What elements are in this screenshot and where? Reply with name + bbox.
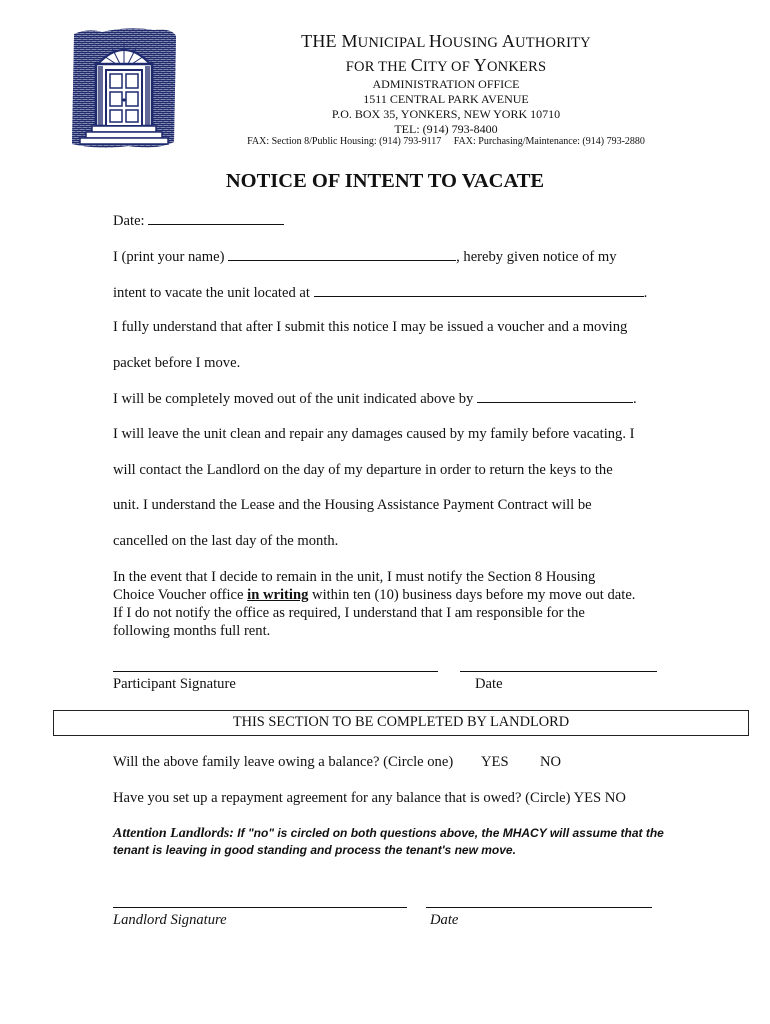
- in-writing-emphasis: in writing: [247, 587, 309, 603]
- unit-suffix: .: [643, 285, 648, 301]
- clean-text-line-2: will contact the Landlord on the day of my departure in order to return the keys to the: [113, 462, 613, 478]
- telephone: TEL: (914) 793-8400: [394, 122, 498, 136]
- office-label: ADMINISTRATION OFFICE: [372, 77, 520, 91]
- print-name-blank[interactable]: [228, 248, 456, 261]
- date-row: [113, 212, 284, 230]
- voucher-text-line-2: packet before I move.: [113, 355, 241, 371]
- form-title: NOTICE OF INTENT TO VACATE: [225, 170, 545, 192]
- participant-signature-label: Participant Signature: [113, 676, 236, 692]
- participant-signature-line[interactable]: [113, 671, 438, 672]
- fax-numbers: FAX: Section 8/Public Housing: (914) 793-9117 FAX: Purchasing/Maintenance: (914) 793-2880: [247, 136, 645, 147]
- landlord-signature-line[interactable]: [113, 907, 407, 908]
- move-out-row: [113, 390, 637, 408]
- name-prefix: I (print your name): [113, 249, 229, 265]
- remain-text-line-2: Choice Voucher office in writing within ten (10) business days before my move out date.: [113, 587, 636, 603]
- clean-text-line-3: unit. I understand the Lease and the Housing Assistance Payment Contract will be: [113, 497, 592, 513]
- attention-landlords-note: [113, 825, 673, 858]
- landlord-date-line[interactable]: [426, 907, 652, 908]
- move-out-prefix: I will be completely moved out of the unit indicated above by: [113, 391, 477, 407]
- attention-text: If "no" is circled on both questions above, the MHACY will assume that the tenant is leaving in good standing and process the tenant's new move.: [113, 826, 664, 857]
- attention-lead: Attention Landlords:: [113, 826, 234, 841]
- unit-address-blank[interactable]: [314, 284, 644, 297]
- unit-prefix: intent to vacate the unit located at: [113, 285, 314, 301]
- repayment-question: Have you set up a repayment agreement for any balance that is owed? (Circle) YES NO: [113, 790, 626, 806]
- landlord-section-header: THIS SECTION TO BE COMPLETED BY LANDLORD: [53, 710, 749, 736]
- participant-date-line[interactable]: [460, 671, 657, 672]
- date-blank[interactable]: [148, 212, 284, 225]
- remain-text-line-3: If I do not notify the office as required, I understand that I am responsible for the: [113, 605, 585, 621]
- org-name-line-1: THE MUNICIPAL HOUSING AUTHORITY: [301, 31, 591, 51]
- street-address: 1511 CENTRAL PARK AVENUE: [363, 92, 529, 106]
- clean-text-line-4: cancelled on the last day of the month.: [113, 533, 339, 549]
- landlord-signature-label: Landlord Signature: [113, 912, 227, 928]
- housing-authority-logo-icon: [68, 26, 180, 152]
- landlord-date-label: Date: [430, 912, 459, 928]
- name-row: [113, 248, 617, 266]
- name-suffix: , hereby given notice of my: [456, 249, 617, 265]
- balance-question: Will the above family leave owing a balance? (Circle one): [113, 754, 454, 770]
- date-label: Date:: [113, 213, 149, 229]
- move-out-date-blank[interactable]: [477, 390, 633, 403]
- participant-date-label: Date: [475, 676, 503, 692]
- balance-no-option[interactable]: NO: [540, 754, 562, 770]
- balance-yes-option[interactable]: YES: [481, 754, 509, 770]
- remain-text-line-1: In the event that I decide to remain in the unit, I must notify the Section 8 Housing: [113, 569, 596, 585]
- unit-row: [113, 284, 647, 302]
- voucher-text-line-1: I fully understand that after I submit this notice I may be issued a voucher and a moving: [113, 319, 628, 335]
- org-name-line-2: FOR THE CITY OF YONKERS: [345, 55, 547, 75]
- po-box-address: P.O. BOX 35, YONKERS, NEW YORK 10710: [331, 107, 561, 121]
- remain-text-line-4: following months full rent.: [113, 623, 271, 639]
- move-out-suffix: .: [632, 391, 637, 407]
- clean-text-line-1: I will leave the unit clean and repair any damages caused by my family before vacating. I: [113, 426, 635, 442]
